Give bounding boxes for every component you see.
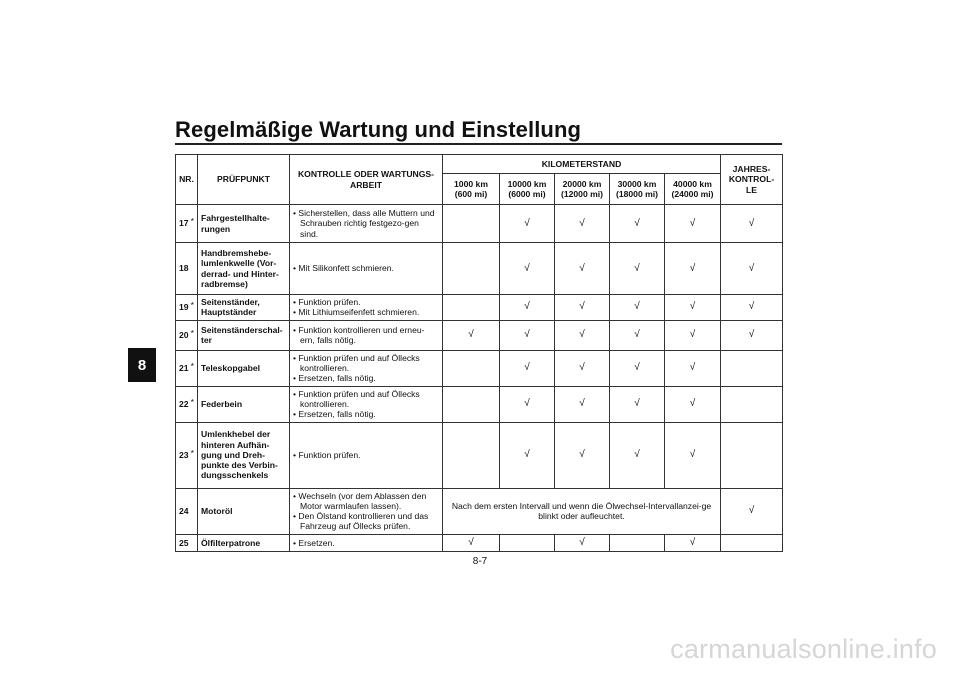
check-mark-icon: √ (689, 398, 696, 410)
check-mark-icon: √ (524, 262, 530, 274)
row-number (176, 243, 198, 295)
check-cell (721, 386, 783, 422)
check-mark-icon: √ (689, 536, 696, 548)
maintenance-action (290, 320, 443, 350)
check-mark-icon: √ (689, 217, 696, 229)
check-mark-icon: √ (468, 329, 474, 341)
check-cell (555, 243, 610, 295)
check-cell (665, 534, 721, 551)
check-cell (555, 386, 610, 422)
action-line: • Mit Silikonfett schmieren. (293, 263, 394, 274)
check-cell (665, 386, 721, 422)
check-cell (500, 295, 555, 321)
row-number-value: 20 (179, 329, 189, 340)
check-mark-icon: √ (748, 301, 755, 313)
check-mark-icon: √ (748, 262, 755, 274)
check-mark-icon: √ (634, 301, 640, 313)
header-km-col (500, 174, 555, 205)
maintenance-action (290, 243, 443, 295)
check-mark-icon: √ (634, 329, 640, 341)
check-cell (443, 295, 500, 321)
header-item: PRÜFPUNKT (198, 155, 290, 205)
check-cell (665, 243, 721, 295)
mi-label: (12000 mi) (560, 189, 604, 199)
check-cell (500, 386, 555, 422)
row-number-value: 18 (179, 263, 189, 274)
check-item: Seitenständerschal-ter (198, 320, 290, 350)
dealer-service-marker: * (190, 360, 194, 371)
check-item: Motoröl (198, 488, 290, 534)
check-cell (500, 422, 555, 488)
check-mark-icon: √ (579, 217, 585, 229)
check-mark-icon: √ (634, 262, 640, 274)
dealer-service-marker: * (190, 447, 194, 458)
mi-label: (600 mi) (454, 189, 488, 199)
check-cell (500, 350, 555, 386)
action-line: • Mit Lithiumseifenfett schmieren. (293, 307, 420, 318)
table-row (176, 488, 783, 534)
row-number-value: 25 (179, 537, 189, 548)
check-cell (500, 243, 555, 295)
check-cell (443, 386, 500, 422)
check-item: Ölfilterpatrone (198, 534, 290, 551)
header-km-col (610, 174, 665, 205)
check-item: Fahrgestellhalte-rungen (198, 205, 290, 243)
check-cell (610, 320, 665, 350)
row-number (176, 386, 198, 422)
check-cell (555, 422, 610, 488)
check-cell (443, 534, 500, 551)
maintenance-action (290, 422, 443, 488)
dealer-service-marker: * (190, 327, 194, 338)
check-item: Seitenständer, Hauptständer (198, 295, 290, 321)
check-cell (443, 205, 500, 243)
check-cell (500, 534, 555, 551)
check-cell (500, 320, 555, 350)
check-mark-icon: √ (748, 217, 755, 229)
page-title: Regelmäßige Wartung und Einstellung (175, 117, 582, 142)
check-item: Handbremshebe-lumlenkwelle (Vor-derrad- und Hinter-radbremse) (198, 243, 290, 295)
page-number: 8-7 (472, 556, 488, 567)
action-line: • Ersetzen, falls nötig. (293, 409, 376, 420)
dealer-service-marker: * (190, 396, 194, 407)
check-mark-icon: √ (634, 217, 640, 229)
interval-note: Nach dem ersten Intervall und wenn die Ölwechsel-Intervallanzei-ge blinkt oder aufleuchtet. (443, 488, 721, 534)
header-action: KONTROLLE ODER WARTUNGS-ARBEIT (290, 155, 443, 205)
check-cell (610, 243, 665, 295)
row-number (176, 422, 198, 488)
watermark: carmanualsonline.info (670, 634, 937, 664)
table-row (176, 243, 783, 295)
dealer-service-marker: * (190, 300, 194, 311)
check-cell (610, 205, 665, 243)
check-cell (610, 386, 665, 422)
check-mark-icon: √ (524, 217, 530, 229)
check-mark-icon: √ (579, 398, 585, 410)
action-line: • Ersetzen. (293, 537, 335, 548)
check-cell (721, 205, 783, 243)
km-label: 1000 km (454, 178, 488, 189)
header-annual: JAHRES-KONTROL-LE (721, 155, 783, 205)
check-mark-icon: √ (579, 262, 585, 274)
check-cell (610, 295, 665, 321)
row-number (176, 205, 198, 243)
check-mark-icon: √ (748, 329, 755, 341)
check-cell (555, 534, 610, 551)
check-mark-icon: √ (634, 362, 640, 374)
maintenance-action (290, 534, 443, 551)
action-line: • Ersetzen, falls nötig. (293, 373, 376, 384)
action-line: • Wechseln (vor dem Ablassen den Motor warmlaufen lassen). (293, 490, 427, 511)
maintenance-action (290, 488, 443, 534)
row-number-value: 17 (179, 218, 189, 229)
maintenance-table (175, 154, 783, 552)
row-number-value: 21 (179, 362, 189, 373)
check-mark-icon: √ (634, 449, 640, 460)
check-mark-icon: √ (579, 449, 585, 460)
check-cell (721, 534, 783, 551)
km-label: 40000 km (673, 178, 712, 189)
check-cell (443, 350, 500, 386)
check-mark-icon: √ (468, 536, 474, 548)
table-row (176, 295, 783, 321)
check-mark-icon: √ (634, 398, 640, 410)
row-number (176, 488, 198, 534)
mi-label: (24000 mi) (671, 189, 714, 199)
row-number-value: 24 (179, 505, 189, 516)
maintenance-action (290, 205, 443, 243)
check-cell (555, 295, 610, 321)
header-km-col (443, 174, 500, 205)
check-mark-icon: √ (579, 362, 585, 374)
km-label: 10000 km (507, 178, 547, 189)
check-mark-icon: √ (689, 449, 696, 460)
km-label: 20000 km (562, 178, 602, 189)
check-cell (665, 422, 721, 488)
maintenance-action (290, 350, 443, 386)
action-line: • Funktion kontrollieren und erneu-ern, falls nötig. (293, 324, 425, 346)
header-nr: NR. (176, 155, 198, 205)
row-number-value: 19 (179, 302, 189, 313)
row-number (176, 534, 198, 551)
check-mark-icon: √ (689, 262, 696, 274)
row-number-value: 22 (179, 398, 189, 409)
check-mark-icon: √ (524, 449, 530, 460)
header-km-col (665, 174, 721, 205)
title-divider (175, 143, 782, 145)
row-number (176, 320, 198, 350)
row-number (176, 350, 198, 386)
check-cell (665, 205, 721, 243)
check-mark-icon: √ (579, 301, 585, 313)
check-mark-icon: √ (524, 301, 530, 313)
check-mark-icon: √ (524, 329, 530, 341)
check-cell (665, 295, 721, 321)
check-cell (443, 422, 500, 488)
check-cell (443, 243, 500, 295)
check-item: Teleskopgabel (198, 350, 290, 386)
table-row (176, 534, 783, 551)
check-mark-icon: √ (579, 536, 585, 548)
km-label: 30000 km (617, 178, 657, 189)
check-cell (721, 488, 783, 534)
check-mark-icon: √ (524, 362, 530, 374)
table-row (176, 422, 783, 488)
check-mark-icon: √ (524, 398, 530, 410)
header-km-group: KILOMETERSTAND (443, 155, 721, 174)
check-cell (721, 295, 783, 321)
check-cell (500, 205, 555, 243)
check-cell (555, 320, 610, 350)
table-row (176, 205, 783, 243)
action-line: • Funktion prüfen. (293, 449, 361, 460)
check-cell (721, 243, 783, 295)
chapter-tab: 8 (128, 348, 156, 382)
dealer-service-marker: * (190, 216, 194, 227)
check-item: Umlenkhebel der hinteren Aufhän-gung und Dreh-punkte des Verbin-dungsschenkels (198, 422, 290, 488)
action-line: • Sicherstellen, dass alle Muttern und Schrauben richtig festgezo-gen sind. (293, 208, 435, 239)
check-cell (721, 422, 783, 488)
action-line: • Funktion prüfen und auf Öllecks kontrollieren. (293, 388, 420, 409)
check-cell (665, 320, 721, 350)
maintenance-action (290, 295, 443, 321)
row-number (176, 295, 198, 321)
check-cell (555, 205, 610, 243)
check-cell (610, 534, 665, 551)
check-cell (721, 350, 783, 386)
check-cell (610, 422, 665, 488)
check-mark-icon: √ (689, 329, 696, 341)
mi-label: (18000 mi) (615, 189, 659, 199)
action-line: • Funktion prüfen und auf Öllecks kontrollieren. (293, 352, 420, 373)
check-mark-icon: √ (748, 505, 755, 517)
check-cell (610, 350, 665, 386)
check-cell (721, 320, 783, 350)
maintenance-action (290, 386, 443, 422)
header-km-col (555, 174, 610, 205)
check-mark-icon: √ (689, 362, 696, 374)
table-row (176, 350, 783, 386)
check-cell (443, 320, 500, 350)
check-cell (665, 350, 721, 386)
mi-label: (6000 mi) (508, 189, 546, 199)
action-line: • Den Ölstand kontrollieren und das Fahrzeug auf Öllecks prüfen. (293, 511, 429, 532)
action-line: • Funktion prüfen. (293, 297, 361, 307)
table-row (176, 320, 783, 350)
check-mark-icon: √ (579, 329, 585, 341)
check-mark-icon: √ (689, 301, 696, 313)
table-row (176, 386, 783, 422)
check-item: Federbein (198, 386, 290, 422)
check-cell (555, 350, 610, 386)
row-number-value: 23 (179, 449, 189, 460)
